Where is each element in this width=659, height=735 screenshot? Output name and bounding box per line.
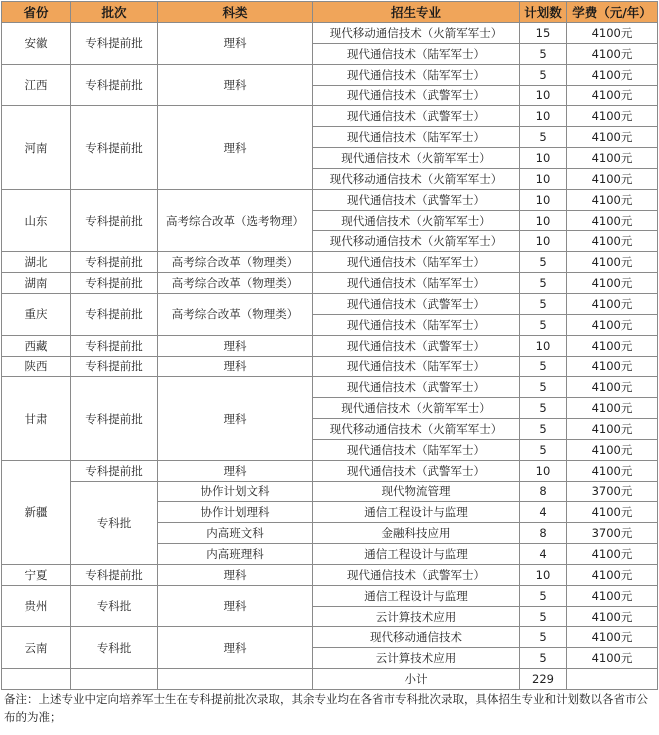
category-cell: 高考综合改革（物理类） bbox=[158, 293, 313, 335]
fee-cell: 4100元 bbox=[567, 64, 658, 85]
major-cell: 现代通信技术（武警军士） bbox=[313, 460, 520, 481]
major-cell: 现代通信技术（火箭军军士） bbox=[313, 398, 520, 419]
subtotal-value: 229 bbox=[520, 669, 567, 690]
enrollment-plan-table bbox=[1, 1, 658, 690]
batch-cell: 专科批 bbox=[71, 627, 158, 669]
header-batch: 批次 bbox=[71, 2, 158, 23]
major-cell: 云计算技术应用 bbox=[313, 648, 520, 669]
fee-cell: 4100元 bbox=[567, 85, 658, 106]
table-row bbox=[2, 377, 658, 398]
category-cell: 内高班文科 bbox=[158, 523, 313, 544]
plan-cell: 5 bbox=[520, 398, 567, 419]
table-row bbox=[2, 627, 658, 648]
category-cell: 理科 bbox=[158, 564, 313, 585]
major-cell: 现代通信技术（武警军士） bbox=[313, 293, 520, 314]
table-row bbox=[2, 23, 658, 44]
plan-cell: 5 bbox=[520, 585, 567, 606]
province-cell: 山东 bbox=[2, 189, 71, 252]
fee-cell: 4100元 bbox=[567, 439, 658, 460]
plan-cell: 5 bbox=[520, 43, 567, 64]
fee-cell: 4100元 bbox=[567, 43, 658, 64]
empty-cell bbox=[2, 669, 71, 690]
plan-cell: 5 bbox=[520, 419, 567, 440]
fee-cell: 4100元 bbox=[567, 106, 658, 127]
batch-cell: 专科提前批 bbox=[71, 293, 158, 335]
category-cell: 高考综合改革（物理类） bbox=[158, 273, 313, 294]
table-row bbox=[2, 585, 658, 606]
province-cell: 重庆 bbox=[2, 293, 71, 335]
plan-cell: 10 bbox=[520, 460, 567, 481]
province-cell: 宁夏 bbox=[2, 564, 71, 585]
fee-cell: 4100元 bbox=[567, 231, 658, 252]
major-cell: 现代物流管理 bbox=[313, 481, 520, 502]
header-plan-count: 计划数 bbox=[520, 2, 567, 23]
batch-cell: 专科提前批 bbox=[71, 23, 158, 65]
major-cell: 现代移动通信技术（火箭军军士） bbox=[313, 231, 520, 252]
fee-cell: 4100元 bbox=[567, 293, 658, 314]
plan-cell: 5 bbox=[520, 273, 567, 294]
category-cell: 理科 bbox=[158, 335, 313, 356]
category-cell: 内高班理科 bbox=[158, 544, 313, 565]
fee-cell: 4100元 bbox=[567, 252, 658, 273]
plan-cell: 10 bbox=[520, 210, 567, 231]
major-cell: 现代通信技术（武警军士） bbox=[313, 189, 520, 210]
major-cell: 现代移动通信技术（火箭军军士） bbox=[313, 23, 520, 44]
plan-cell: 5 bbox=[520, 627, 567, 648]
province-cell: 湖南 bbox=[2, 273, 71, 294]
fee-cell: 3700元 bbox=[567, 523, 658, 544]
province-cell: 河南 bbox=[2, 106, 71, 189]
header-major: 招生专业 bbox=[313, 2, 520, 23]
footnote: 备注：上述专业中定向培养军士生在专科提前批次录取，其余专业均在各省市专科批次录取，具体招生专业和计划数以各省市公布的为准； bbox=[4, 692, 648, 724]
major-cell: 现代通信技术（陆军军士） bbox=[313, 64, 520, 85]
major-cell: 金融科技应用 bbox=[313, 523, 520, 544]
province-cell: 陕西 bbox=[2, 356, 71, 377]
major-cell: 现代通信技术（火箭军军士） bbox=[313, 210, 520, 231]
fee-cell: 4100元 bbox=[567, 273, 658, 294]
plan-cell: 10 bbox=[520, 85, 567, 106]
batch-cell: 专科提前批 bbox=[71, 64, 158, 106]
major-cell: 现代移动通信技术 bbox=[313, 627, 520, 648]
empty-cell bbox=[567, 669, 658, 690]
major-cell: 现代移动通信技术（火箭军军士） bbox=[313, 419, 520, 440]
fee-cell: 4100元 bbox=[567, 189, 658, 210]
major-cell: 通信工程设计与监理 bbox=[313, 585, 520, 606]
batch-cell: 专科提前批 bbox=[71, 189, 158, 252]
table-header-row bbox=[2, 2, 658, 23]
category-cell: 高考综合改革（物理类） bbox=[158, 252, 313, 273]
category-cell: 理科 bbox=[158, 627, 313, 669]
plan-cell: 8 bbox=[520, 481, 567, 502]
major-cell: 现代通信技术（火箭军军士） bbox=[313, 148, 520, 169]
category-cell: 理科 bbox=[158, 106, 313, 189]
batch-cell: 专科提前批 bbox=[71, 273, 158, 294]
fee-cell: 4100元 bbox=[567, 210, 658, 231]
plan-cell: 5 bbox=[520, 377, 567, 398]
fee-cell: 4100元 bbox=[567, 606, 658, 627]
major-cell: 现代通信技术（陆军军士） bbox=[313, 273, 520, 294]
empty-cell bbox=[158, 669, 313, 690]
table-row bbox=[2, 273, 658, 294]
plan-cell: 10 bbox=[520, 335, 567, 356]
fee-cell: 4100元 bbox=[567, 564, 658, 585]
category-cell: 理科 bbox=[158, 64, 313, 106]
major-cell: 云计算技术应用 bbox=[313, 606, 520, 627]
fee-cell: 4100元 bbox=[567, 148, 658, 169]
major-cell: 现代通信技术（武警军士） bbox=[313, 335, 520, 356]
major-cell: 现代通信技术（陆军军士） bbox=[313, 127, 520, 148]
table-row bbox=[2, 64, 658, 85]
major-cell: 通信工程设计与监理 bbox=[313, 502, 520, 523]
major-cell: 现代通信技术（武警军士） bbox=[313, 106, 520, 127]
table-row bbox=[2, 252, 658, 273]
table-row bbox=[2, 356, 658, 377]
category-cell: 协作计划文科 bbox=[158, 481, 313, 502]
major-cell: 现代通信技术（陆军军士） bbox=[313, 314, 520, 335]
plan-cell: 5 bbox=[520, 252, 567, 273]
fee-cell: 4100元 bbox=[567, 502, 658, 523]
province-cell: 湖北 bbox=[2, 252, 71, 273]
batch-cell: 专科提前批 bbox=[71, 335, 158, 356]
table-row bbox=[2, 189, 658, 210]
fee-cell: 4100元 bbox=[567, 544, 658, 565]
category-cell: 理科 bbox=[158, 377, 313, 460]
major-cell: 现代移动通信技术（火箭军军士） bbox=[313, 168, 520, 189]
fee-cell: 4100元 bbox=[567, 398, 658, 419]
province-cell: 甘肃 bbox=[2, 377, 71, 460]
major-cell: 现代通信技术（陆军军士） bbox=[313, 439, 520, 460]
table-row bbox=[2, 293, 658, 314]
plan-cell: 4 bbox=[520, 502, 567, 523]
header-tuition: 学费（元/年） bbox=[567, 2, 658, 23]
major-cell: 现代通信技术（陆军军士） bbox=[313, 43, 520, 64]
batch-cell: 专科批 bbox=[71, 585, 158, 627]
fee-cell: 4100元 bbox=[567, 23, 658, 44]
category-cell: 协作计划理科 bbox=[158, 502, 313, 523]
province-cell: 贵州 bbox=[2, 585, 71, 627]
batch-cell: 专科提前批 bbox=[71, 377, 158, 460]
major-cell: 现代通信技术（武警军士） bbox=[313, 85, 520, 106]
batch-cell: 专科提前批 bbox=[71, 252, 158, 273]
fee-cell: 4100元 bbox=[567, 377, 658, 398]
plan-cell: 10 bbox=[520, 231, 567, 252]
plan-cell: 10 bbox=[520, 564, 567, 585]
header-category: 科类 bbox=[158, 2, 313, 23]
fee-cell: 4100元 bbox=[567, 168, 658, 189]
table-row bbox=[2, 460, 658, 481]
province-cell: 新疆 bbox=[2, 460, 71, 564]
fee-cell: 4100元 bbox=[567, 585, 658, 606]
plan-cell: 10 bbox=[520, 106, 567, 127]
plan-cell: 5 bbox=[520, 606, 567, 627]
plan-cell: 10 bbox=[520, 168, 567, 189]
plan-cell: 15 bbox=[520, 23, 567, 44]
province-cell: 西藏 bbox=[2, 335, 71, 356]
plan-cell: 5 bbox=[520, 439, 567, 460]
category-cell: 理科 bbox=[158, 585, 313, 627]
category-cell: 理科 bbox=[158, 23, 313, 65]
plan-cell: 10 bbox=[520, 148, 567, 169]
major-cell: 通信工程设计与监理 bbox=[313, 544, 520, 565]
category-cell: 理科 bbox=[158, 356, 313, 377]
province-cell: 江西 bbox=[2, 64, 71, 106]
fee-cell: 3700元 bbox=[567, 481, 658, 502]
empty-cell bbox=[71, 669, 158, 690]
table-row bbox=[2, 106, 658, 127]
fee-cell: 4100元 bbox=[567, 627, 658, 648]
header-province: 省份 bbox=[2, 2, 71, 23]
subtotal-row bbox=[2, 669, 658, 690]
plan-cell: 5 bbox=[520, 127, 567, 148]
plan-cell: 5 bbox=[520, 64, 567, 85]
province-cell: 安徽 bbox=[2, 23, 71, 65]
plan-cell: 4 bbox=[520, 544, 567, 565]
plan-cell: 5 bbox=[520, 648, 567, 669]
plan-cell: 10 bbox=[520, 189, 567, 210]
plan-cell: 5 bbox=[520, 356, 567, 377]
province-cell: 云南 bbox=[2, 627, 71, 669]
batch-cell: 专科提前批 bbox=[71, 460, 158, 481]
fee-cell: 4100元 bbox=[567, 356, 658, 377]
subtotal-label: 小计 bbox=[313, 669, 520, 690]
category-cell: 高考综合改革（选考物理） bbox=[158, 189, 313, 252]
major-cell: 现代通信技术（武警军士） bbox=[313, 564, 520, 585]
fee-cell: 4100元 bbox=[567, 314, 658, 335]
major-cell: 现代通信技术（武警军士） bbox=[313, 377, 520, 398]
fee-cell: 4100元 bbox=[567, 460, 658, 481]
fee-cell: 4100元 bbox=[567, 127, 658, 148]
batch-cell: 专科批 bbox=[71, 481, 158, 564]
table-row bbox=[2, 564, 658, 585]
table-row bbox=[2, 335, 658, 356]
fee-cell: 4100元 bbox=[567, 335, 658, 356]
batch-cell: 专科提前批 bbox=[71, 356, 158, 377]
table-row bbox=[2, 481, 658, 502]
plan-cell: 5 bbox=[520, 293, 567, 314]
fee-cell: 4100元 bbox=[567, 419, 658, 440]
plan-cell: 8 bbox=[520, 523, 567, 544]
fee-cell: 4100元 bbox=[567, 648, 658, 669]
major-cell: 现代通信技术（陆军军士） bbox=[313, 356, 520, 377]
major-cell: 现代通信技术（陆军军士） bbox=[313, 252, 520, 273]
batch-cell: 专科提前批 bbox=[71, 564, 158, 585]
batch-cell: 专科提前批 bbox=[71, 106, 158, 189]
plan-cell: 5 bbox=[520, 314, 567, 335]
category-cell: 理科 bbox=[158, 460, 313, 481]
